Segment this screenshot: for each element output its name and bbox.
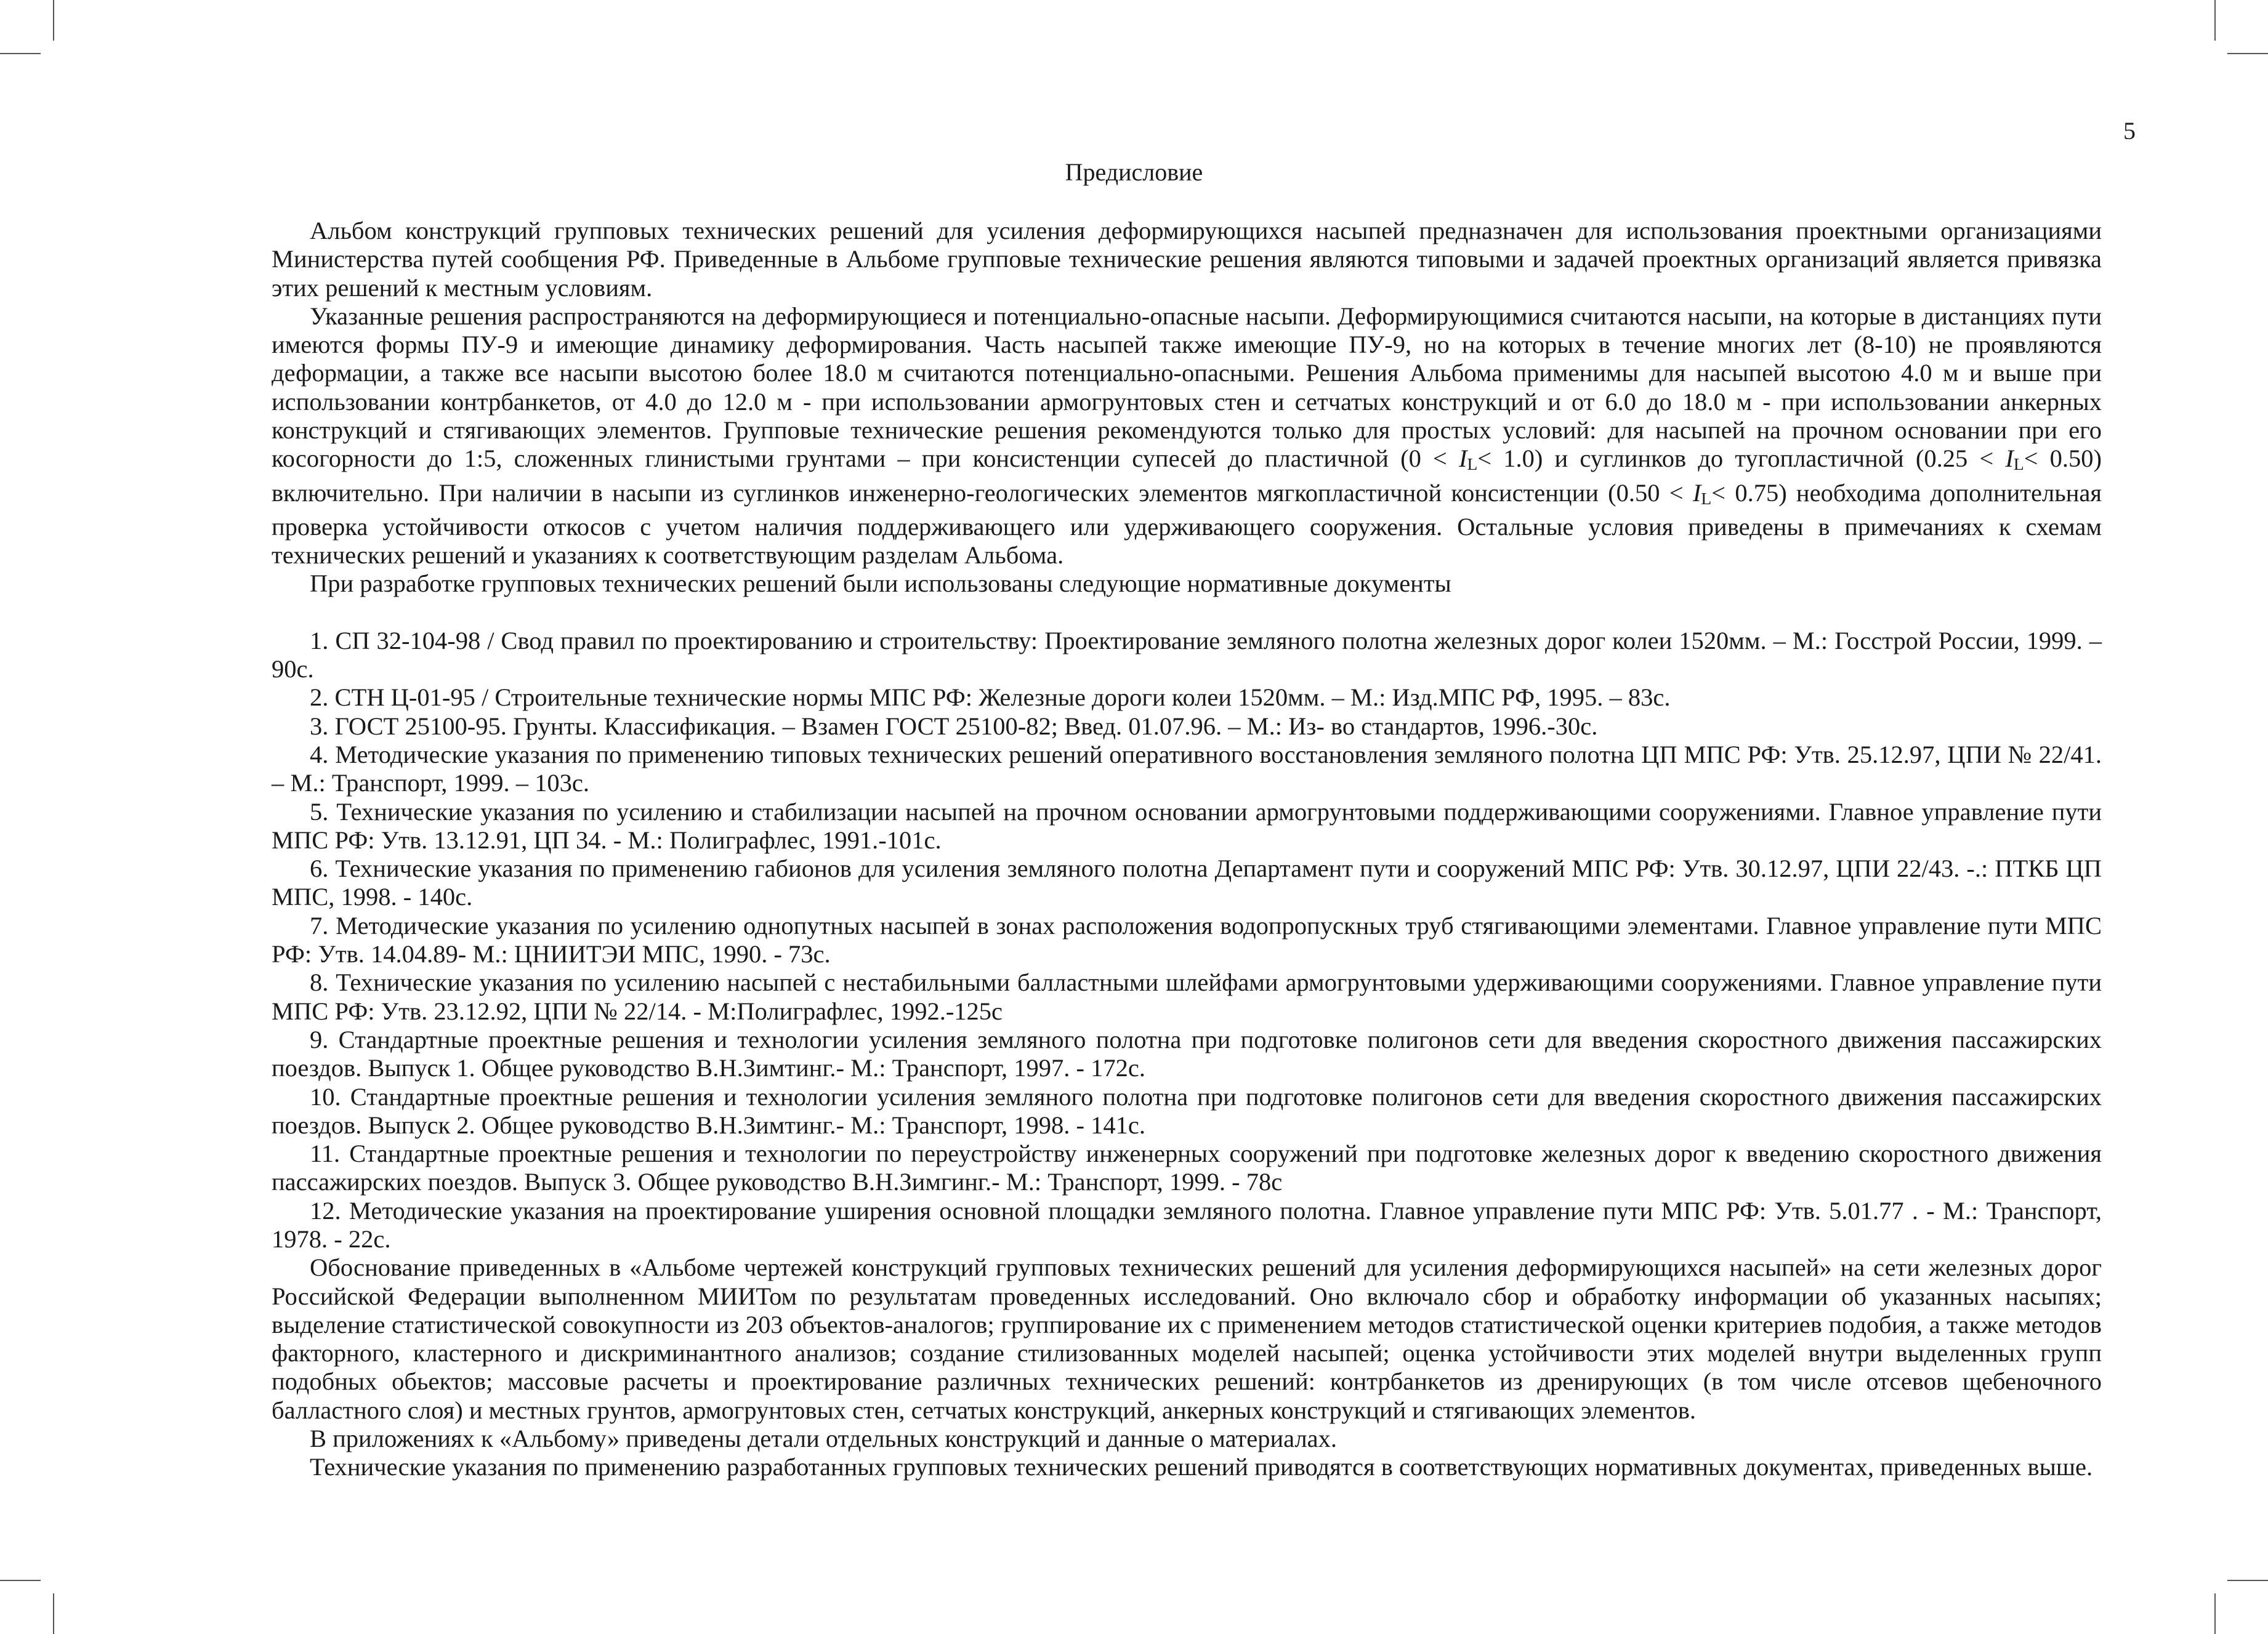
intro-paragraph-3: При разработке групповых технических решений были использованы следующие нормативные документы [310, 569, 1451, 598]
intro-paragraph-1: Альбом конструкций групповых технических решений для усиления деформирующихся насыпей предназначен для использования проектными организациями Министерства путей сообщения РФ. Приведенные в Альбоме групповые технические решения являются типовыми и задачей проектных организаций является привязка этих решений к местным условиям. [272, 217, 2102, 302]
crop-mark-bottom-left-h [0, 1580, 41, 1581]
page-title: Предисловие [1065, 158, 1203, 186]
closing-paragraph-3: Технические указания по применению разработанных групповых технических решений приводятся в соответствующих нормативных документах, приведенных выше. [310, 1453, 2093, 1481]
reference-item-12: 12. Методические указания на проектирование уширения основной площадки земляного полотна. Главное управление пути МПС РФ: Утв. 5.01.77 . - М.: Транспорт, 1978. - 22с. [272, 1196, 2102, 1253]
crop-mark-top-right [2214, 0, 2216, 41]
document-body [272, 217, 2102, 1482]
page-number: 5 [2123, 117, 2136, 145]
reference-item-6: 6. Технические указания по применению габионов для усиления земляного полотна Департамент пути и сооружений МПС РФ: Утв. 30.12.97, ЦПИ 22/43. -.: ПТКБ ЦП МПС, 1998. - 140с. [272, 855, 2102, 911]
crop-mark-top-left-h [0, 53, 41, 54]
reference-item-10: 10. Стандартные проектные решения и технологии усиления земляного полотна при подготовке полигонов сети для введения скоростного движения пассажирских поездов. Выпуск 2. Общее руководство В.Н.Зимтинг.- М.: Транспорт, 1998. - 141с. [272, 1082, 2102, 1139]
reference-item-4: 4. Методические указания по применению типовых технических решений оперативного восстановления земляного полотна ЦП МПС РФ: Утв. 25.12.97, ЦПИ № 22/41. – М.: Транспорт, 1999. – 103с. [272, 740, 2102, 797]
reference-item-11: 11. Стандартные проектные решения и технологии по переустройству инженерных сооружений при подготовке железных дорог к введению скоростного движения пассажирских поездов. Выпуск 3. Общее руководство В.Н.Зимгинг.- М.: Транспорт, 1999. - 78с [272, 1140, 2102, 1196]
reference-item-7: 7. Методические указания по усилению однопутных насыпей в зонах расположения водопропускных труб стягивающими элементами. Главное управление пути МПС РФ: Утв. 14.04.89- М.: ЦНИИТЭИ МПС, 1990. - 73с. [272, 911, 2102, 968]
intro-p2-part-b: < 1.0) и суглинков до тугопластичной (0.25 < [1477, 445, 2006, 473]
il-symbol: IL [1692, 478, 1712, 508]
reference-item-5: 5. Технические указания по усилению и стабилизации насыпей на прочном основании армогрунтовыми поддерживающими сооружениями. Главное управление пути МПС РФ: Утв. 13.12.91, ЦП 34. - М.: Полиграфлес, 1991.-101с. [272, 797, 2102, 854]
crop-mark-top-left [53, 0, 54, 41]
crop-mark-bottom-right [2214, 1593, 2216, 1634]
closing-paragraph-1: Обоснование приведенных в «Альбоме чертежей конструкций групповых технических решений для усиления деформирующихся насыпей» на сети железных дорог Российской Федерации выполненном МИИТом по результатам проведенных исследований. Оно включало сбор и обработку информации об указанных насыпях; выделение статистической совокупности из 203 объектов-аналогов; группирование их с применением методов статистической оценки критериев подобия, а также методов факторного, кластерного и дискриминантного анализов; создание стилизованных моделей насыпей; оценка устойчивости этих моделей внутри выделенных групп подобных обьектов; массовые расчеты и проектирование различных технических решений: контрбанкетов из дренирующих (в том числе отсевов щебеночного балластного слоя) и местных грунтов, армогрунтовых стен, сетчатых конструкций, анкерных конструкций и стягивающих элементов. [272, 1254, 2102, 1424]
il-symbol: IL [2005, 445, 2024, 474]
crop-mark-bottom-left [53, 1593, 54, 1634]
reference-item-8: 8. Технические указания по усилению насыпей с нестабильными балластными шлейфами армогрунтовыми удерживающими сооружениями. Главное управление пути МПС РФ: Утв. 23.12.92, ЦПИ № 22/14. - М:Полиграфлес, 1992.-125с [272, 968, 2102, 1025]
reference-item-3: 3. ГОСТ 25100-95. Грунты. Классификация. – Взамен ГОСТ 25100-82; Введ. 01.07.96. – М.: Из- во стандартов, 1996.-30с. [310, 712, 1598, 740]
crop-mark-bottom-right-h [2227, 1580, 2268, 1581]
crop-mark-top-right-h [2227, 53, 2268, 54]
reference-item-1: 1. СП 32-104-98 / Свод правил по проектированию и строительству: Проектирование земляного полотна железных дорог колеи 1520мм. – М.: Госстрой России, 1999. – 90с. [272, 626, 2102, 683]
intro-p2-part-c: < 0.50) включительно. При наличии в насыпи из суглинков инженерно-геологических элементов мягкопластичной консистенции (0.50 < [272, 445, 2102, 507]
intro-p2-part-a: Указанные решения распространяются на деформирующиеся и потенциально-опасные насыпи. Деформирующимися считаются насыпи, на которые в дистанциях пути имеются формы ПУ-9 и имеющие динамику деформирования. Часть насыпей также имеющие ПУ-9, но на которых в течение многих лет (8-10) не проявляются деформации, а также все насыпи высотою более 18.0 м считаются потенциально-опасными. Решения Альбома применимы для насыпей высотою 4.0 м и выше при использовании контрбанкетов, от 4.0 до 12.0 м - при использовании армогрунтовых стен и сетчатых конструкций и от 6.0 до 18.0 м - при использовании анкерных конструкций и стягивающих элементов. Групповые технические решения рекомендуются только для простых условий: для насыпей на прочном основании при его косогорности до 1:5, сложенных глинистыми грунтами – при консистенции супесей до пластичной (0 < [272, 302, 2102, 473]
reference-item-2: 2. СТН Ц-01-95 / Строительные технические нормы МПС РФ: Железные дороги колеи 1520мм. – М.: Изд.МПС РФ, 1995. – 83с. [310, 683, 1671, 712]
reference-item-9: 9. Стандартные проектные решения и технологии усиления земляного полотна при подготовке полигонов сети для введения скоростного движения пассажирских поездов. Выпуск 1. Общее руководство В.Н.Зимтинг.- М.: Транспорт, 1997. - 172с. [272, 1025, 2102, 1082]
intro-paragraph-2 [272, 302, 2102, 570]
il-symbol: IL [1458, 445, 1478, 474]
closing-paragraph-2: В приложениях к «Альбому» приведены детали отдельных конструкций и данные о материалах. [310, 1425, 1338, 1453]
intro-p2-part-d: < 0.75) необходима дополнительная проверка устойчивости откосов с учетом наличия поддерживающего или удерживающего сооружения. Остальные условия приведены в примечаниях к схемам технических решений и указаниях к соответствующим разделам Альбома. [272, 478, 2102, 569]
